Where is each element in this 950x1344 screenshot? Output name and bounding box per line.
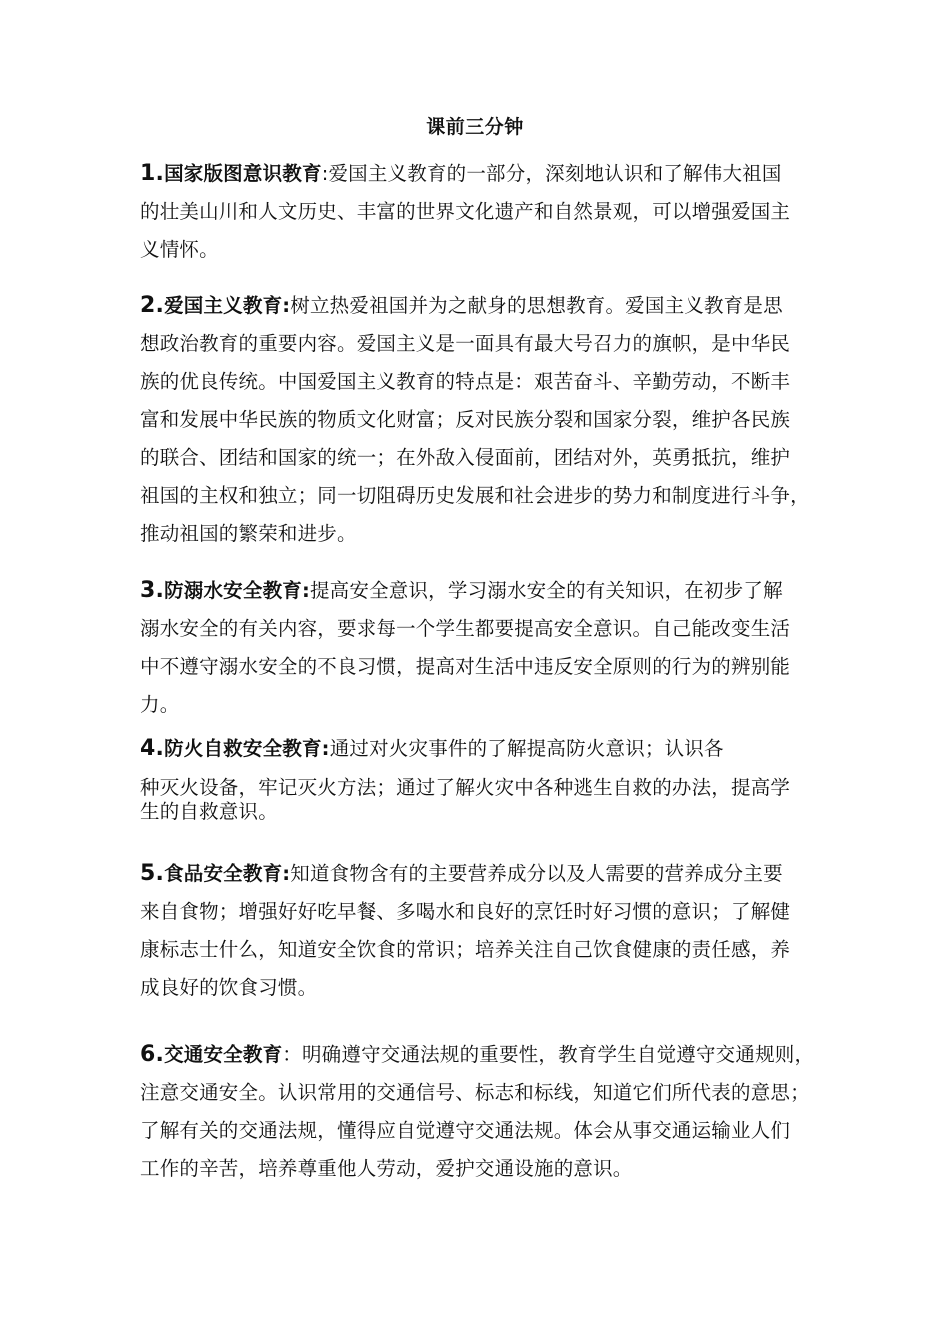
section-text: :爱国主义教育的一部分，深刻地认识和了解伟大祖国 <box>321 162 782 185</box>
section-line <box>140 572 830 610</box>
section-heading: 爱国主义教育: <box>164 294 291 317</box>
section-line <box>140 155 830 193</box>
section-text: 通过对火灾事件的了解提高防火意识；认识各 <box>329 737 724 760</box>
section-line: 工作的辛苦，培养尊重他人劳动，爱护交通设施的意识。 <box>140 1157 633 1180</box>
section-line: 的联合、团结和国家的统一；在外敌入侵面前，团结对外，英勇抵抗，维护 <box>140 446 791 469</box>
section-line: 想政治教育的重要内容。爱国主义是一面具有最大号召力的旗帜，是中华民 <box>140 332 791 355</box>
section-number: 1. <box>140 161 165 186</box>
section-line <box>140 730 830 768</box>
section-3 <box>140 572 830 724</box>
section-4 <box>140 730 830 824</box>
section-line: 康标志士什么，知道安全饮食的常识；培养关注自己饮食健康的责任感，养 <box>140 938 791 961</box>
section-line: 族的优良传统。中国爱国主义教育的特点是：艰苦奋斗、辛勤劳动，不断丰 <box>140 370 791 393</box>
section-text: 提高安全意识，学习溺水安全的有关知识，在初步了解 <box>309 579 783 602</box>
section-number: 3. <box>140 578 165 603</box>
section-5 <box>140 855 830 1007</box>
section-line: 的壮美山川和人文历史、丰富的世界文化遗产和自然景观，可以增强爱国主 <box>140 200 791 223</box>
section-heading: 国家版图意识教育 <box>164 162 322 185</box>
section-line: 注意交通安全。认识常用的交通信号、标志和标线，知道它们所代表的意思； <box>140 1081 810 1104</box>
section-line: 推动祖国的繁荣和进步。 <box>140 522 357 545</box>
section-heading: 食品安全教育: <box>164 862 291 885</box>
section-text: ：明确遵守交通法规的重要性，教育学生自觉遵守交通规则， <box>282 1043 815 1066</box>
section-line: 溺水安全的有关内容，要求每一个学生都要提高安全意识。自己能改变生活 <box>140 617 791 640</box>
section-number: 6. <box>140 1042 165 1067</box>
section-line <box>140 1036 830 1074</box>
page-title: 课前三分钟 <box>426 116 524 138</box>
section-number: 4. <box>140 736 165 761</box>
section-heading: 交通安全教育 <box>164 1043 283 1066</box>
section-line <box>140 287 830 325</box>
section-6 <box>140 1036 830 1188</box>
section-heading: 防火自救安全教育: <box>164 737 330 760</box>
section-text: 树立热爱祖国并为之献身的思想教育。爱国主义教育是思 <box>290 294 783 317</box>
section-line: 义情怀。 <box>140 238 219 261</box>
section-1 <box>140 155 830 269</box>
section-line: 生的自救意识。 <box>140 800 278 823</box>
section-line: 成良好的饮食习惯。 <box>140 976 318 999</box>
section-heading: 防溺水安全教育: <box>164 579 310 602</box>
section-line: 富和发展中华民族的物质文化财富；反对民族分裂和国家分裂，维护各民族 <box>140 408 791 431</box>
section-number: 2. <box>140 293 165 318</box>
section-line: 来自食物；增强好好吃早餐、多喝水和良好的烹饪时好习惯的意识；了解健 <box>140 900 791 923</box>
section-number: 5. <box>140 861 165 886</box>
section-line: 中不遵守溺水安全的不良习惯，提高对生活中违反安全原则的行为的辨别能 <box>140 655 791 678</box>
section-line <box>140 855 830 893</box>
section-line: 了解有关的交通法规，懂得应自觉遵守交通法规。体会从事交通运输业人们 <box>140 1119 791 1142</box>
section-text: 知道食物含有的主要营养成分以及人需要的营养成分主要 <box>290 862 783 885</box>
section-2 <box>140 287 830 553</box>
section-line: 种灭火设备，牢记灭火方法；通过了解火灾中各种逃生自救的办法，提高学 <box>140 776 791 799</box>
section-line: 祖国的主权和独立；同一切阻碍历史发展和社会进步的势力和制度进行斗争， <box>140 484 810 507</box>
section-line: 力。 <box>140 693 180 716</box>
